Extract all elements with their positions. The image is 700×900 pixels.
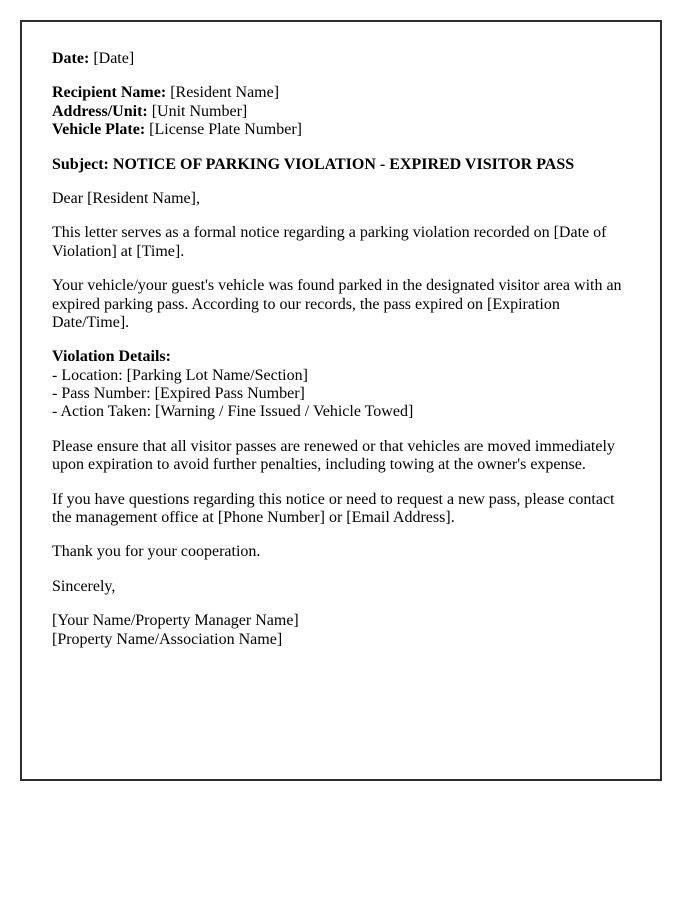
paragraph-found-parked: Your vehicle/your guest's vehicle was found parked in the designated visitor area with an expired parking pass. According to our records, the pass expired on [Expiration Date/Time]. [52, 277, 622, 331]
violation-item-location: - Location: [Parking Lot Name/Section] [52, 366, 308, 384]
subject-line [52, 156, 630, 174]
thank-you-line: Thank you for your cooperation. [52, 543, 261, 561]
recipient-line [52, 84, 630, 102]
recipient-label: Recipient Name: [52, 84, 167, 102]
violation-item-pass-number: - Pass Number: [Expired Pass Number] [52, 385, 305, 403]
date-line [52, 50, 630, 68]
recipient-value: [Resident Name] [170, 84, 280, 102]
paragraph-questions-contact: If you have questions regarding this notice or need to request a new pass, please contact the management office at [Phone Number] or [Email Address]. [52, 490, 615, 527]
subject-label: Subject: [52, 155, 109, 173]
date-label: Date: [52, 50, 90, 67]
signature-property-line: [Property Name/Association Name] [52, 630, 283, 648]
address-label: Address/Unit: [52, 102, 148, 120]
paragraph-ensure-renewal: Please ensure that all visitor passes are renewed or that vehicles are moved immediately upon expiration to avoid further penalties, including towing at the owner's expense. [52, 437, 615, 474]
salutation: Dear [Resident Name], [52, 189, 200, 207]
recipient-block [52, 84, 630, 139]
closing-line: Sincerely, [52, 577, 116, 595]
address-value: [Unit Number] [151, 102, 248, 120]
address-line [52, 103, 630, 121]
signature-name-line: [Your Name/Property Manager Name] [52, 612, 299, 630]
paragraph-notice: This letter serves as a formal notice regarding a parking violation recorded on [Date of Violation] at [Time]. [52, 224, 607, 260]
parking-violation-letter [20, 20, 662, 781]
signature-block [52, 612, 630, 649]
violation-item-action-taken: - Action Taken: [Warning / Fine Issued / Vehicle Towed] [52, 403, 414, 421]
date-value: [Date] [93, 50, 135, 67]
vehicle-plate-value: [License Plate Number] [149, 121, 302, 139]
subject-value: NOTICE OF PARKING VIOLATION - EXPIRED VISITOR PASS [112, 155, 575, 173]
vehicle-plate-line [52, 121, 630, 139]
violation-details-block [52, 348, 630, 422]
vehicle-plate-label: Vehicle Plate: [52, 121, 146, 139]
violation-details-heading: Violation Details: [52, 348, 171, 366]
